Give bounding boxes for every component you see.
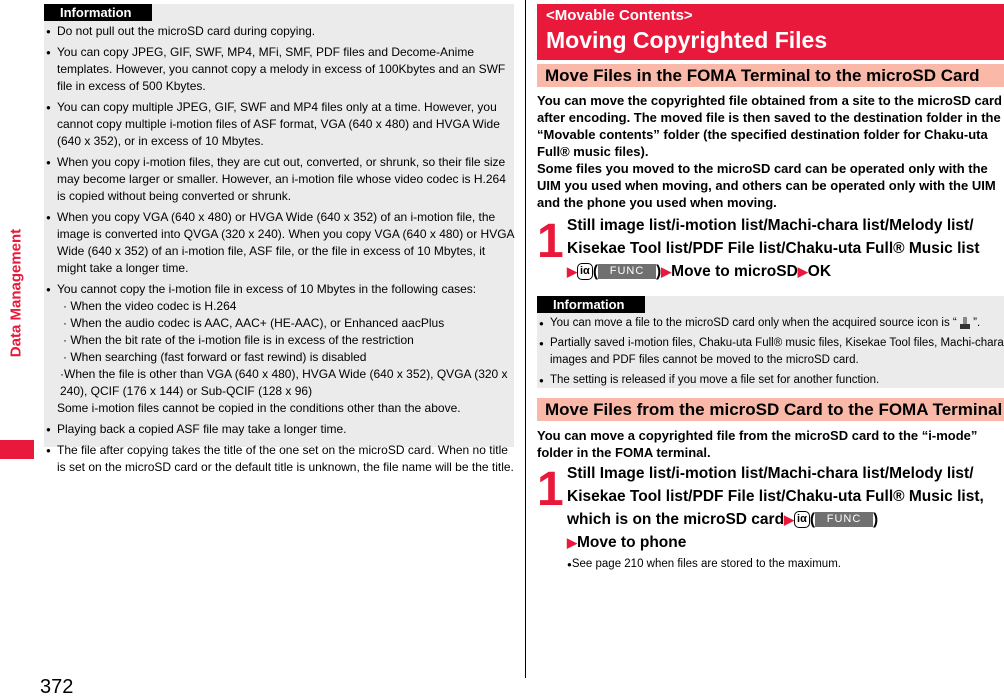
- info-item: ● You cannot copy the i-motion file in excess of 10 Mbytes in the following cases:: [44, 281, 514, 298]
- menu-option: OK: [807, 263, 832, 280]
- arrow-icon: ▶: [797, 264, 808, 279]
- section-heading-to-foma: Move Files from the microSD Card to the FOMA Terminal: [537, 398, 1004, 421]
- section-tab-marker: [0, 440, 34, 459]
- arrow-icon: ▶: [567, 535, 577, 550]
- intro-text-2: Some files you moved to the microSD card can be operated only with the UIM you used when moving, and others can be operated only with the UIM and the phone you used when moving.: [537, 161, 996, 210]
- case-item: · When the video codec is H.264: [63, 299, 237, 313]
- title-category: <Movable Contents>: [546, 7, 693, 24]
- case-item: · When the audio codec is AAC, AAC+ (HE-AAC), or Enhanced aacPlus: [63, 316, 445, 330]
- func-softkey: FUNC: [815, 512, 873, 527]
- step-number: 1: [537, 463, 564, 516]
- info-item: ● The setting is released if you move a file set for another function.: [537, 372, 1004, 389]
- intro-text: You can move the copyrighted file obtained from a site to the microSD card after encoding. The moved file is then saved to the destination folder in the “Movable contents” folder (the specified destination folder for Chaku-uta Full® music files).: [537, 93, 1002, 159]
- i-alpha-key-icon: iα: [794, 511, 810, 528]
- step-line-actions: [567, 531, 1004, 554]
- step-line-actions: ▶ iα ( FUNC )▶Move to microSD▶OK: [567, 263, 832, 280]
- section-heading-to-microsd: Move Files in the FOMA Terminal to the microSD Card: [537, 64, 1004, 87]
- page-title: Moving Copyrighted Files: [546, 27, 828, 53]
- info-item: ● You can move a file to the microSD card only when the acquired source icon is “ ”.: [537, 315, 1004, 332]
- step-instruction: [567, 214, 1004, 283]
- case-item: ·When the file is other than VGA (640 x 480), HVGA Wide (640 x 352), QVGA (320 x 240), QCIF (176 x 144) or Sub-QCIF (128 x 96): [60, 367, 508, 398]
- case-item: · When searching (fast forward or fast rewind) is disabled: [63, 350, 367, 364]
- step-line: Still image list/i-motion list/Machi-chara list/Melody list/: [567, 217, 974, 234]
- case-list: [44, 298, 514, 417]
- information-tag: Information: [537, 296, 645, 313]
- step-number: 1: [537, 215, 564, 268]
- info-item: ● The file after copying takes the title of the one set on the microSD card. When no title is set on the microSD card or the default title is unknown, the file name will be the title.: [44, 442, 514, 476]
- menu-option: Move to phone: [577, 534, 687, 551]
- info-item: ● You can copy JPEG, GIF, SWF, MP4, MFi, SMF, PDF files and Decome-Anime templates. However, you cannot copy a melody in excess of 100Kbytes and an SWF file in excess of 500 Kbytes.: [44, 44, 514, 95]
- step-line: Still Image list/i-motion list/Machi-chara list/Melody list/: [567, 465, 974, 482]
- info-item: ● When you copy VGA (640 x 480) or HVGA Wide (640 x 352) of an i-motion file, the image is converted into QVGA (320 x 240). When you copy VGA (640 x 480) or HVGA Wide (640 x 352) of an i-motion file, ASF file, or the file in excess of 10 Mbytes, it might take a longer time.: [44, 209, 514, 277]
- case-item: · When the bit rate of the i-motion file is in excess of the restriction: [63, 333, 414, 347]
- chapter-title-box: [537, 4, 1004, 60]
- column-divider: [525, 0, 526, 678]
- step-instruction: [567, 462, 1004, 554]
- section-tab-label: Data Management: [7, 228, 25, 357]
- info-item: ● When you copy i-motion files, they are cut out, converted, or shrunk, so their file size may become larger or smaller. However, an i-motion file whose video codec is H.264 is copied without being converted or shrunk.: [44, 154, 514, 205]
- arrow-icon: ▶: [784, 512, 795, 527]
- info-item: ● Playing back a copied ASF file may take a longer time.: [44, 421, 514, 438]
- information-list: [537, 315, 1004, 393]
- page-number: 372: [40, 676, 74, 698]
- cases-note: Some i-motion files cannot be copied in the conditions other than the above.: [57, 401, 461, 415]
- menu-option: Move to microSD: [671, 263, 798, 280]
- info-item: ● You can copy multiple JPEG, GIF, SWF and MP4 files only at a time. However, you cannot copy multiple i-motion files of ASF format, VGA (640 x 480) and HVGA Wide (640 x 352), or in excess of 10 Mbytes.: [44, 99, 514, 150]
- func-softkey: FUNC: [598, 264, 656, 279]
- section1-intro: [537, 92, 1004, 211]
- acquired-source-icon: [960, 317, 970, 329]
- arrow-icon: ▶: [567, 264, 577, 279]
- information-box-2: [537, 296, 1004, 388]
- section2-intro: You can move a copyrighted file from the microSD card to the “i-mode” folder in the FOMA terminal.: [537, 428, 978, 460]
- i-alpha-key-icon: iα: [577, 263, 593, 280]
- step-line-actions: which is on the microSD card▶ iα ( FUNC ): [567, 511, 879, 528]
- information-list: [44, 23, 514, 480]
- information-tag: Information: [44, 4, 152, 21]
- step-note: ●See page 210 when files are stored to the maximum.: [567, 558, 841, 570]
- step-line: Kisekae Tool list/PDF File list/Chaku-uta Full® Music list: [567, 240, 980, 257]
- information-box: [44, 4, 514, 474]
- arrow-icon: ▶: [661, 264, 672, 279]
- info-item: ● Do not pull out the microSD card during copying.: [44, 23, 514, 40]
- info-item: ● Partially saved i-motion files, Chaku-uta Full® music files, Kisekae Tool files, Machi-chara images and PDF files cannot be moved to the microSD card.: [537, 335, 1004, 369]
- step-line: Kisekae Tool list/PDF File list/Chaku-uta Full® Music list,: [567, 488, 984, 505]
